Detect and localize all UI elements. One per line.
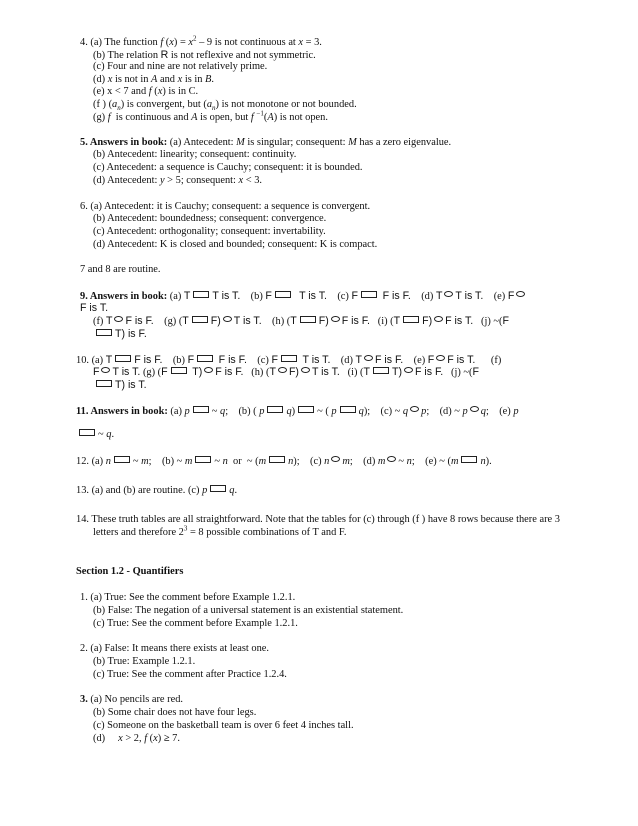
text-line: (c) Antecedent: a sequence is Cauchy; consequent: it is bounded. xyxy=(93,162,363,173)
text-line: letters and therefore $2^3 = 8$ possible combinations of T and F. xyxy=(93,524,347,538)
text-line: 1. (a) True: See the comment before Example 1.2.1. xyxy=(80,592,296,603)
text-line: (b) Antecedent: boundedness; consequent: convergence. xyxy=(93,213,327,224)
text-line: F T is T. (g) (F T) F is F. (h) (T F) T is T. (i) (T T) F is F. (j) ~(F xyxy=(93,366,479,378)
text-line: (c) True: See the comment before Example 1.2.1. xyxy=(93,618,298,629)
text-line: (d) x > 2, f (x) ≥ 7. xyxy=(93,733,180,744)
text-line: (b) True: Example 1.2.1. xyxy=(93,656,196,667)
text-line: (f) T F is F. (g) (T F) T is T. (h) (T F) F is F. (i) (T F) F is T. (j) ~(F xyxy=(93,315,509,327)
text-line: 10. (a) T F is F. (b) F F is F. (c) F T is T. (d) T F is F. (e) F F is T. (f) xyxy=(76,354,502,366)
text-line: (b) Antecedent: linearity; consequent: continuity. xyxy=(93,149,297,160)
text-line: (e) x < 7 and f (x) is in C. xyxy=(93,86,199,97)
text-line: 12. (a) n ~ m; (b) ~ m ~ n or ~ (m n); (c) n m; (d) m ~ n; (e) ~ (m n). xyxy=(76,456,492,467)
text-line: (g) f is continuous and A is open, but f $^{-1}$(A) is not open. xyxy=(93,109,328,123)
text-line: 4. (a) The function f $(x) = x^2 - 9$ is not continuous at x = 3. xyxy=(80,34,322,48)
text-line: 14. These truth tables are all straightforward. Note that the tables for (c) through (f ) have 8 rows because there are 3 xyxy=(76,514,560,525)
text-line: (d) Antecedent: y > 5; consequent: x < 3. xyxy=(93,175,263,186)
text-line: 9. Answers in book: (a) T T is T. (b) F T is T. (c) F F is F. (d) T T is T. (e) F xyxy=(80,290,527,303)
text-line: T) is F. xyxy=(93,328,147,341)
text-line: 6. (a) Antecedent: it is Cauchy; consequent: a sequence is convergent. xyxy=(80,201,371,212)
text-line: (c) Four and nine are not relatively prime. xyxy=(93,61,268,72)
text-line: (c) Antecedent: orthogonality; consequent: invertability. xyxy=(93,226,326,237)
text-line: (c) True: See the comment after Practice 1.2.4. xyxy=(93,669,287,680)
text-line: F is T. xyxy=(80,302,109,314)
text-line: (c) Someone on the basketball team is over 6 feet 4 inches tall. xyxy=(93,720,354,731)
text-line: 11. Answers in book: (a) p ~ q; (b) ( p q) ~ ( p q); (c) ~ q p; (d) ~ p q; (e) p xyxy=(76,406,519,417)
text-line: T) is T. xyxy=(93,379,147,392)
text-line: Section 1.2 - Quantifiers xyxy=(76,566,184,577)
text-line: 13. (a) and (b) are routine. (c) p q. xyxy=(76,485,238,496)
text-line: 2. (a) False: It means there exists at least one. xyxy=(80,643,269,654)
text-line: ~ q. xyxy=(76,429,114,441)
text-line: (b) The relation R is not reflexive and not symmetric. xyxy=(93,49,316,61)
text-line: (d) Antecedent: K is closed and bounded; consequent: K is compact. xyxy=(93,239,378,250)
text-line: (d) x is not in A and x is in B. xyxy=(93,74,214,85)
text-line: 7 and 8 are routine. xyxy=(80,264,161,275)
text-line: 5. Answers in book: (a) Antecedent: M is singular; consequent: M has a zero eigenvalue. xyxy=(80,137,452,148)
text-line: 3. (a) No pencils are red. xyxy=(80,694,183,705)
text-line: (b) False: The negation of a universal statement is an existential statement. xyxy=(93,605,404,616)
text-line: (b) Some chair does not have four legs. xyxy=(93,707,257,718)
text-line: (f ) $(a_n)$ is convergent, but $(a_n)$ is not monotone or not bounded. xyxy=(93,99,357,113)
